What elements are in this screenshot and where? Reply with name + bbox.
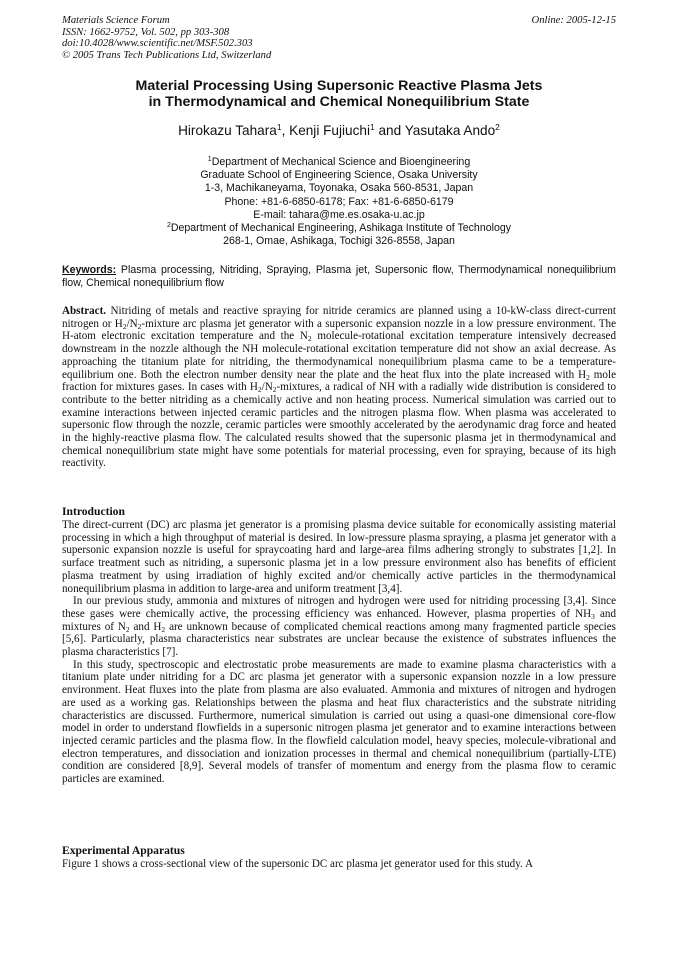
paragraph-text: and H: [129, 620, 162, 633]
affiliation-2-dept: Department of Mechanical Engineering, Ashikaga Institute of Technology: [170, 222, 512, 235]
affiliation-1-address: 1-3, Machikaneyama, Toyonaka, Osaka 560-8531, Japan: [204, 182, 474, 195]
abstract-text: molecule-rotational excitation temperature intensively decreased downstream in the nozzle although the NH molecule-rotational excitation temperature did not show an axial decrease. As approaching the titanium plate for nitriding, the thermodynamical nonequilibrium plasma came to be a temperature-equilibrium one. Both the electron number density near the plate and the heat flux into the plate increased with H: [62, 330, 616, 381]
affiliation-1-email[interactable]: E-mail: tahara@me.es.osaka-u.ac.jp: [253, 208, 425, 221]
copyright-line: © 2005 Trans Tech Publications Ltd, Switzerland: [62, 49, 272, 61]
author-3: Yasutaka Ando: [404, 123, 496, 138]
paragraph-text: In our previous study, ammonia and mixtures of nitrogen and hydrogen were used for nitriding processing [3,4]. Since these gases were chemically active, the processing efficiency was enhanced. However, plasma properties of NH: [62, 595, 616, 620]
title-line-1: Material Processing Using Supersonic Reactive Plasma Jets: [135, 78, 543, 94]
intro-paragraph-1: The direct-current (DC) arc plasma jet generator is a promising plasma device suitable for economically assisting material processing in which a high throughput of material is desired. In low-pressure plasma spraying, a plasma jet generator with a supersonic expansion nozzle is useful for spraycoating hard and large-area films adhering strongly to substrates [1,2]. In surface treatment such as nitriding, a supersonic plasma jet in a low pressure environment also has benefits of efficient plasma treatment by using irradiation of highly excited and/or chemically active particles in the thermodynamical nonequilibrium plasma in addition to large-area and uniform treatment [3,4].: [62, 519, 616, 595]
abstract: [62, 305, 616, 470]
author-sep-2: and: [374, 123, 405, 138]
intro-paragraph-2: [62, 595, 616, 659]
abstract-text: /N: [261, 381, 273, 394]
affiliation-1-school: Graduate School of Engineering Science, Osaka University: [200, 169, 478, 182]
subscript: 2: [161, 624, 166, 634]
keywords: [62, 264, 616, 290]
author-2: Kenji Fujiuchi: [289, 123, 370, 138]
author-sep-1: ,: [281, 123, 290, 138]
keywords-text: Plasma processing, Nitriding, Spraying, Plasma jet, Supersonic flow, Thermodynamical nonequilibrium flow, Chemical nonequilibrium flow: [62, 264, 616, 289]
keywords-label: Keywords:: [62, 264, 117, 276]
paragraph-text: and mixtures of N: [62, 607, 616, 633]
abstract-text: Nitriding of metals and reactive spraying for nitride ceramics are planned using a 10-kW-class direct-current nitrogen or H: [62, 305, 616, 330]
subscript: 2: [125, 624, 130, 634]
subscript: 2: [137, 321, 142, 331]
affiliation-2-address: 268-1, Omae, Ashikaga, Tochigi 326-8558, Japan: [223, 235, 455, 248]
abstract-label: Abstract.: [62, 305, 107, 317]
introduction-body: [62, 519, 616, 786]
online-date: Online: 2005-12-15: [531, 15, 616, 26]
paper-title: [62, 78, 616, 110]
subscript: 2: [122, 321, 127, 331]
affiliation-1-mark: 1: [207, 156, 212, 163]
affiliation-1-phone: Phone: +81-6-6850-6178; Fax: +81-6-6850-6179: [224, 195, 454, 208]
abstract-text: mole fraction for mixtures gases. In cases with H: [62, 368, 616, 394]
affiliation-2-mark: 2: [166, 222, 171, 230]
intro-paragraph-3: In this study, spectroscopic and electrostatic probe measurements are made to examine plasma characteristics with a titanium plate under nitriding for a DC arc plasma jet generator with a supersonic expansion nozzle in a low pressure environment. Heat fluxes into the plate from plasma are also evaluated. Ammonia and mixtures of nitrogen and hydrogen are used as a working gas. Relationships between the plasma and heat flux characteristics and the substrate nitriding characteristics are discussed. Furthermore, numerical simulation is carried out using a quasi-one dimensional core-flow model in order to understand flowfields in a supersonic nitrogen plasma jet generator and to examine interactions between injected ceramic particles and the plasma flow. In the flowfield calculation model, heavy species, molecule-vibrational and electron temperatures, and dissociation and ionization processes in thermal and chemical nonequilibrium (partially-LTE) condition are considered [8,9]. Several models of transfer of momentum and energy from the plasma flow to ceramic particles are examined.: [62, 658, 616, 786]
paragraph-text: are unknown because of complicated chemical reactions among many fragmented particle species [5,6]. Particularly, plasma characteristics near substrates are unclear because the existence of substrates influences the plasma characteristics [7].: [62, 620, 616, 659]
subscript: 2: [272, 385, 277, 395]
subscript: 2: [586, 372, 590, 382]
author-2-affil: 1: [369, 122, 375, 132]
author-1: Hirokazu Tahara: [178, 123, 277, 138]
journal-name: Materials Science Forum: [62, 15, 170, 26]
author-1-affil: 1: [276, 122, 282, 132]
journal-info: [62, 15, 392, 61]
author-list: [62, 123, 616, 139]
issn-line: ISSN: 1662-9752, Vol. 502, pp 303-308: [62, 26, 230, 38]
experimental-heading: Experimental Apparatus: [62, 844, 185, 857]
abstract-text: /N: [126, 317, 138, 330]
affiliation-1-dept: Department of Mechanical Science and Bioengineering: [211, 156, 471, 168]
subscript: 2: [307, 334, 312, 344]
affiliations: [62, 156, 616, 248]
title-line-2: in Thermodynamical and Chemical Nonequilibrium State: [148, 94, 530, 110]
doi-line[interactable]: doi:10.4028/www.scientific.net/MSF.502.303: [62, 38, 253, 50]
abstract-text: -mixtures, a radical of NH with a radially wide distribution is considered to contribute to the better nitriding as a chemically active and non heating process. Numerical simulation was carried out to examine interactions between injected ceramic particles and the nitrogen plasma flow. When plasma was accelerated to supersonic flow through the nozzle, ceramic particles were smoothly accelerated by the aerodynamic drag force and heated in the highly-reactive plasma flow. The calculated results showed that the supersonic plasma jet in thermodynamical and chemical nonequilibrium state might have some potentials for material processing, even for spraying, because of its high reactivity.: [62, 381, 616, 470]
subscript: 3: [591, 611, 595, 621]
affiliation-2-name: [62, 222, 616, 235]
abstract-text: -mixture arc plasma jet generator with a supersonic expansion nozzle in a low pressure environment. The H-atom electronic excitation temperature and the N: [62, 317, 616, 343]
author-3-affil: 2: [495, 122, 500, 132]
subscript: 2: [257, 385, 262, 395]
experimental-body: Figure 1 shows a cross-sectional view of the supersonic DC arc plasma jet generator used for this study. A: [62, 858, 533, 870]
introduction-heading: Introduction: [62, 505, 125, 518]
affiliation-1-name: [62, 156, 616, 169]
